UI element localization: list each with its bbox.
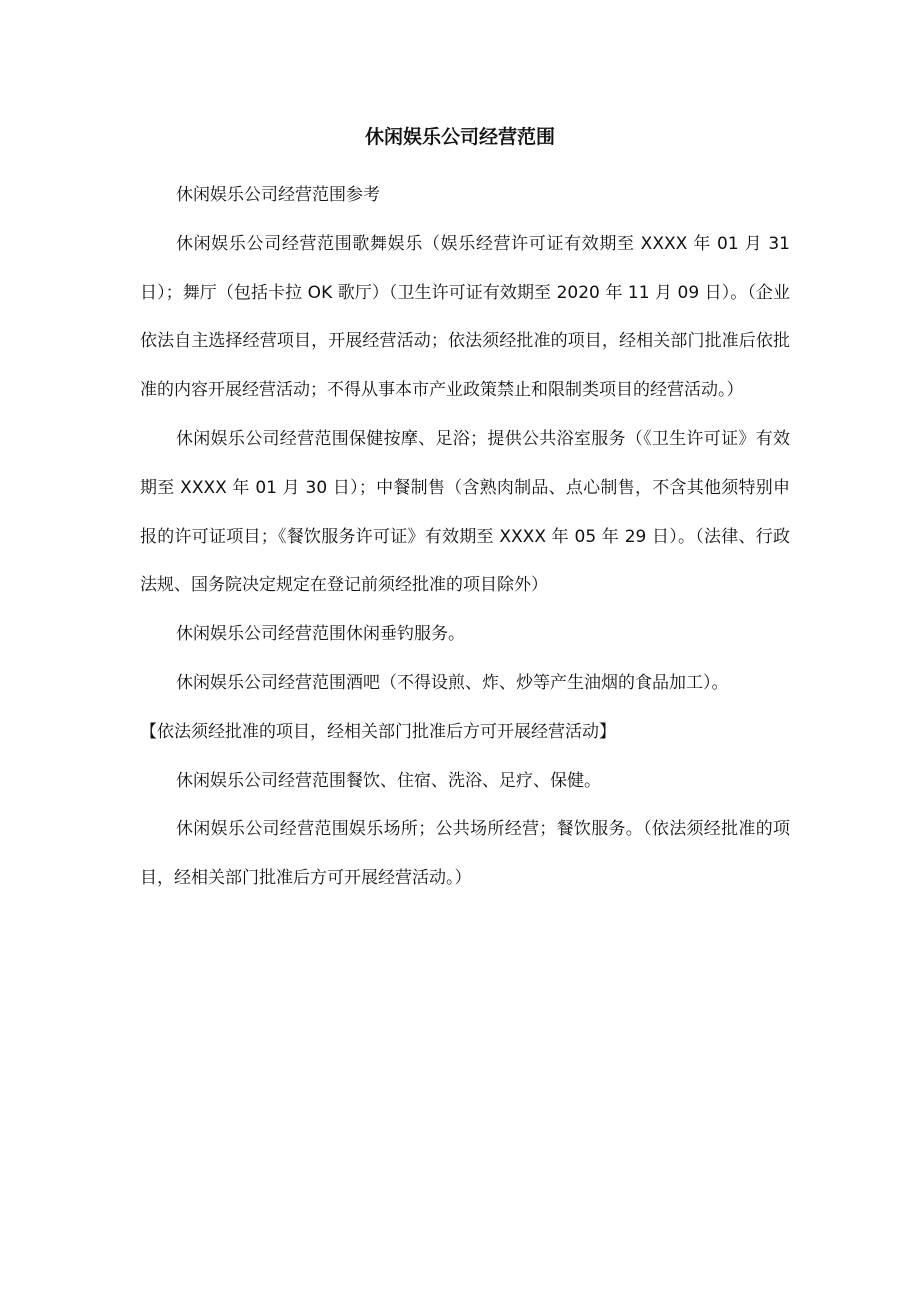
paragraph-entertainment-venue: 休闲娱乐公司经营范围娱乐场所；公共场所经营；餐饮服务。（依法须经批准的项目，经相关部门批准后方可开展经营活动。） — [140, 819, 790, 889]
paragraph-catering-lodging: 休闲娱乐公司经营范围餐饮、住宿、洗浴、足疗、保健。 — [176, 770, 601, 791]
paragraph-song-dance: 休闲娱乐公司经营范围歌舞娱乐（娱乐经营许可证有效期至 XXXX 年 01 月 31 日）；舞厅（包括卡拉 OK 歌厅）（卫生许可证有效期至 2020 年 11 月 09 日）。（企业依法自主选择经营项目，开展经营活动；依法须经批准的项目，经相关部门批准后依批准的内容开展经营活动；不得从事本市产业政策禁止和限制类项目的经营活动。） — [140, 233, 790, 401]
paragraph-massage-foot-bath: 休闲娱乐公司经营范围保健按摩、足浴；提供公共浴室服务（《卫生许可证》有效期至 XXXX 年 01 月 30 日）；中餐制售（含熟肉制品、点心制售，不含其他须特别申报的许可证项目；《餐饮服务许可证》有效期至 XXXX 年 05 年 29 日）。（法律、行政法规、国务院决定规定在登记前须经批准的项目除外） — [140, 428, 790, 596]
paragraph-fishing: 休闲娱乐公司经营范围休闲垂钓服务。 — [176, 624, 465, 645]
document-body — [140, 171, 790, 903]
paragraph-bar: 休闲娱乐公司经营范围酒吧（不得设煎、炸、炒等产生油烟的食品加工）。 — [176, 672, 729, 693]
paragraph-reference: 休闲娱乐公司经营范围参考 — [176, 185, 380, 205]
paragraph-approval-note: 【依法须经批准的项目，经相关部门批准后方可开展经营活动】 — [140, 721, 616, 742]
document-title: 休闲娱乐公司经营范围 — [364, 126, 555, 148]
